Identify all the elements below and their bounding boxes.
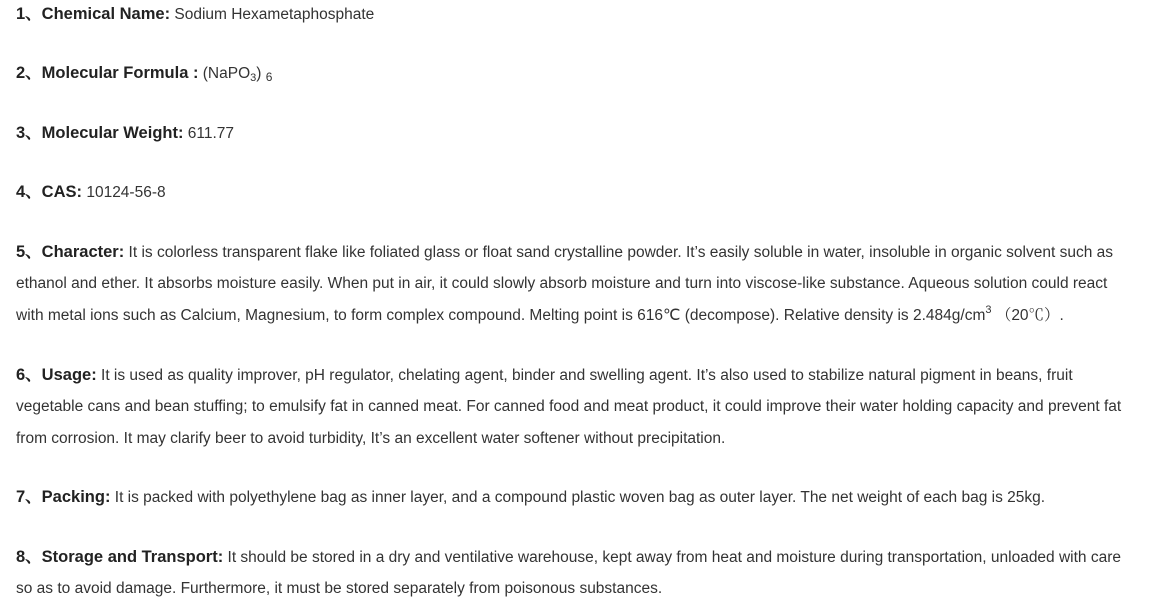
character-text-end: （20℃）. [995,306,1064,324]
packing-text: It is packed with polyethylene bag as inner layer, and a compound plastic woven bag as outer layer. The net weight of each bag is 25kg. [114,489,1046,506]
density-superscript: 3 [985,303,992,316]
molecular-weight-label: 3、Molecular Weight: [16,124,184,142]
molecular-formula-item [16,58,1128,93]
storage-transport-text: It should be stored in a dry and ventilative warehouse, kept away from heat and moisture during transportation, unloaded with care so as to avoid damage. Furthermore, it must be stored separately from poisonous substances. [16,549,1122,598]
molecular-weight-value: 611.77 [187,125,235,142]
usage-item [16,360,1128,454]
chemical-name-value: Sodium Hexametaphosphate [174,6,375,23]
molecular-formula-value [203,65,273,82]
cas-item [16,177,1128,208]
formula-pre: (NaPO [202,65,251,82]
formula-mid: ) [256,65,262,82]
chemical-name-item [16,0,1128,30]
cas-value: 10124-56-8 [86,184,166,201]
usage-text: It is used as quality improver, pH regulator, chelating agent, binder and swelling agent. It’s also used to stabilize natural pigment in beans, fruit vegetable cans and bean stuffing; to emulsify fat in canned meat. For canned food and meat product, it could improve their water holding capacity and prevent fat from corrosion. It may clarify beer to avoid turbidity, It’s an excellent water softener without precipitation. [16,367,1122,447]
formula-suffix: 6 [265,70,273,84]
character-item [16,237,1128,331]
usage-label: 6、Usage: [16,366,97,384]
storage-transport-item [16,542,1128,605]
character-text: It is colorless transparent flake like foliated glass or float sand crystalline powder. It’s easily soluble in water, insoluble in organic solvent such as ethanol and ether. It absorbs moisture easily. When put in air, it could slowly absorb moisture and turn into viscose-like substance. Aqueous solution could react with metal ions such as Calcium, Magnesium, to form complex compound. Melting point is 616℃ (decompose). Relative density is 2.484g/cm [16,244,1114,324]
molecular-weight-item [16,118,1128,149]
packing-label: 7、Packing: [16,488,111,506]
storage-transport-label: 8、Storage and Transport: [16,548,224,566]
chemical-name-label: 1、Chemical Name: [16,5,171,23]
cas-label: 4、CAS: [16,183,83,201]
molecular-formula-label: 2、Molecular Formula : [16,64,199,82]
character-label: 5、Character: [16,243,125,261]
formula-subscript: 3 [250,72,257,84]
packing-item [16,482,1128,513]
